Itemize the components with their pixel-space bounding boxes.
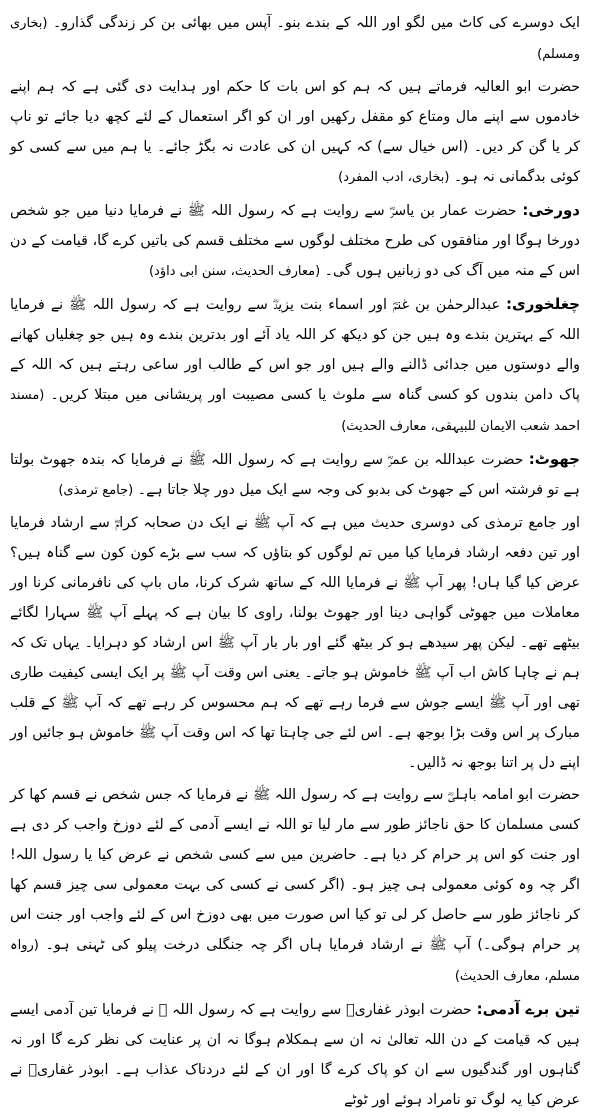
paragraph-text: ایک دوسرے کی کاٹ میں لگو اور اللہ کے بندے بنو۔ آپس میں بھائی بن کر زندگی گذارو۔ [52, 15, 580, 31]
paragraph-text: عبدالرحمٰن بن غنمؓ اور اسماء بنت یزیدؓ سے روایت ہے کہ رسول اللہ ﷺ نے فرمایا اللہ کے بہترین بندے وہ ہیں جن کو دیکھ کر اللہ یاد آئے اور بدترین بندے وہ ہیں جو چغلیاں کھانے والے دوستوں میں جدائی ڈالنے والے ہیں اور جو اس کے طالب اور ساعی رہتے ہیں کہ اللہ کے پاک دامن بندوں کو کسی گناہ سے ملوث یا کسی مصیبت اور پریشانی میں مبتلا کریں۔ [10, 297, 581, 403]
paragraph-text: اور جامع ترمذی کی دوسری حدیث میں ہے کہ آپ ﷺ نے ایک دن صحابہ کرامؓ سے ارشاد فرمایا اور تین دفعہ ارشاد فرمایا کیا میں تم لوگوں کو بتاؤں کہ سب سے بڑے کون کون سے گناہ ہیں؟ عرض کیا گیا ہاں! پھر آپ ﷺ نے فرمایا اللہ کے ساتھ شرک کرنا، ماں باپ کی نافرمانی کرنا اور معاملات میں جھوٹی گواہی دینا اور جھوٹ بولنا، راوی کا بیان ہے کہ پہلے آپ ﷺ سہارا لگائے بیٹھے تھے۔ لیکن پھر سیدھے ہو کر بیٹھ گئے اور بار بار آپ ﷺ اس ارشاد کو دہرایا۔ یہاں تک کہ ہم نے چاہا کاش اب آپ ﷺ خاموش ہو جاتے۔ یعنی اس وقت آپ ﷺ پر ایک ایسی کیفیت طاری تھی اور آپ ﷺ ایسے جوش سے فرما رہے تھے کہ ہم محسوس کر رہے تھے کہ آپ ﷺ کے قلب مبارک پر اس وقت بڑا بوجھ ہے۔ اس لئے جی چاہتا تھا کہ اس وقت آپ ﷺ خاموش ہو جائیں اور اپنے دل پر اتنا بوجھ نہ ڈالیں۔ [10, 515, 580, 771]
section-heading: تین برے آدمی: [476, 1000, 580, 1018]
reference-citation: (معارف الحدیث، سنن ابی داؤد) [148, 264, 321, 279]
section-heading: جھوٹ: [528, 450, 580, 468]
reference-citation: (بخاری، ادب المفرد) [338, 170, 450, 185]
paragraph-three-bad-men [10, 994, 580, 1115]
paragraph-text: حضرت عبداللہ بن عمرؓ سے روایت ہے کہ رسول اللہ ﷺ نے فرمایا کہ بندہ جھوٹ بولتا ہے تو فرشتہ اس کے جھوٹ کی بدبو کی وجہ سے ایک میل دور چلا جاتا ہے۔ [10, 452, 580, 498]
paragraph-backbiting [10, 289, 580, 442]
paragraph-false-oath [10, 780, 580, 992]
paragraph-text: حضرت ابو امامہ باہلیؓ سے روایت ہے کہ رسول اللہ ﷺ نے فرمایا کہ جس شخص نے قسم کھا کر کسی مسلمان کا حق ناجائز طور سے مار لیا تو اللہ نے ایسے آدمی کے لئے دوزخ واجب کر دی ہے اور جنت کو اس پر حرام کر دیا ہے۔ حاضرین میں سے کسی شخص نے عرض کیا یا رسول اللہ! اگر چہ وہ کوئی معمولی ہی چیز ہو۔ (اگر کسی نے کسی کی بہت معمولی سی چیز قسم کھا کر ناجائز طور سے حاصل کر لی تو کیا اس صورت میں بھی دوزخ اس کے لئے واجب اور جنت اس پر حرام ہوگی۔) آپ ﷺ نے ارشاد فرمایا ہاں اگر چہ جنگلی درخت پیلو کی ٹہنی ہو۔ [10, 787, 580, 953]
reference-citation: (بخاری ومسلم) [10, 16, 580, 62]
paragraph-text: حضرت ابو العالیہ فرماتے ہیں کہ ہم کو اس بات کا حکم اور ہدایت دی گئی ہے کہ ہم اپنے خادموں سے اپنے مال ومتاع کو مقفل رکھیں اور ان کو اگر استعمال کے لئے کچھ دیا جائے تو ناپ کر یا گن کر دیں۔ (اس خیال سے) کہ کہیں ان کی عادت نہ بگڑ جائے۔ یا ہم میں سے کسی کو کوئی بدگمانی نہ ہو۔ [10, 79, 580, 185]
reference-citation: (مسند احمد شعب الایمان للبیہقی، معارف الحدیث) [10, 388, 580, 434]
reference-citation: (رواہ مسلم، معارف الحدیث) [10, 938, 580, 984]
section-heading: دورخی: [522, 201, 580, 219]
paragraph-two-faced [10, 195, 580, 287]
paragraph-text: حضرت عمار بن یاسرؓ سے روایت ہے کہ رسول اللہ ﷺ نے فرمایا دنیا میں جو شخص دورخا ہوگا اور منافقوں کی طرح مختلف لوگوں سے مختلف قسم کی باتیں کرے گا، قیامت کے دن اس کے منہ میں آگ کی دو زبانیں ہوں گی۔ [10, 203, 580, 279]
paragraph-brotherhood [10, 8, 580, 70]
reference-citation: (جامع ترمذی) [58, 483, 134, 498]
paragraph-abu-al-aliya [10, 72, 580, 193]
paragraph-lying [10, 444, 580, 506]
paragraph-text: حضرت ابوذر غفاریؓ سے روایت ہے کہ رسول اللہ ﷺ نے فرمایا تین آدمی ایسے ہیں کہ قیامت کے دن اللہ تعالیٰ نہ ان سے ہمکلام ہوگا نہ ان پر عنایت کی نظر کرے گا اور نہ گناہوں اور گندگیوں سے ان کو پاک کرے گا اور ان کے لئے دردناک عذاب ہے۔ ابوذر غفاریؓ نے عرض کیا یہ لوگ تو نامراد ہوئے اور ٹوٹے [10, 1002, 580, 1108]
paragraph-major-sins [10, 508, 580, 778]
section-heading: چغلخوری: [506, 295, 580, 313]
